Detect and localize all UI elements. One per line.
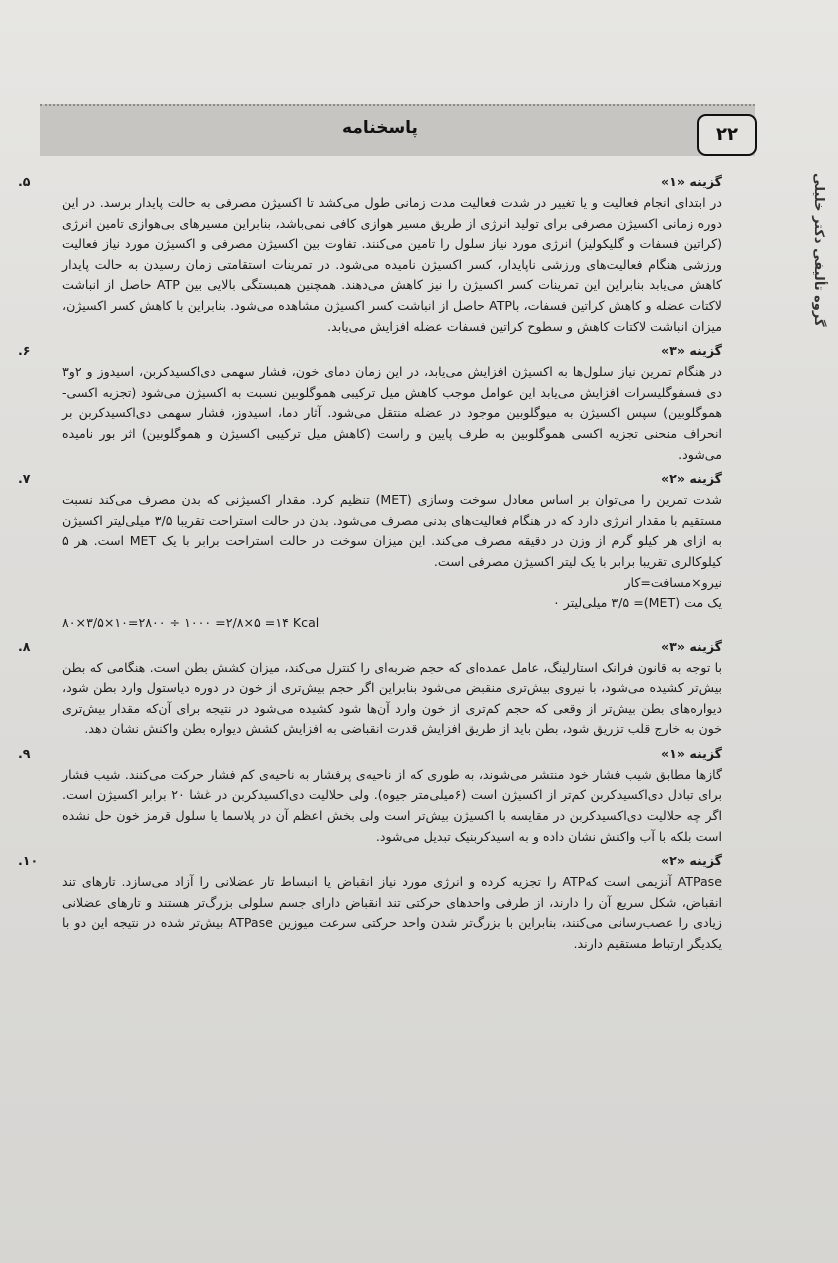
question-5	[18, 172, 722, 337]
question-number: .۹	[18, 745, 31, 761]
answer-explanation: ATPase آنزیمی است کهATP را تجزیه کرده و انرژی مورد نیاز انقباض یا انبساط تار عضلانی را آزاد می‌سازد. تارهای تند انقباض، شکل سریع آن را دارند، از طرفی واحدهای حرکتی تند انقباض دارای جسم سلولی بزرگ‌تر هستند و تارهای عضلانی زیادی را عصب‌رسانی می‌کنند، بنابراین با بزرگ‌تر شدن واحد حرکتی سرعت میوزین ATPase بیش‌تر شده در نتیجه این دو با یکدیگر ارتباط مستقیم دارند.	[62, 874, 723, 952]
question-9	[18, 744, 723, 847]
question-header	[18, 744, 722, 765]
answer-explanation: در ابتدای انجام فعالیت و یا تغییر در شدت فعالیت مدت زمانی طول می‌کشد تا اکسیژن مصرفی به حالت پایدار برسد. در این دوره زمانی اکسیژن مصرفی برای تولید انرژی از طریق مسیر هوازی کافی نمی‌باشد، بنابراین مسیرهای بی‌هوازی تامین انرژی (کراتین فسفات و گلیکولیز) انرژی مورد نیاز سلول را تامین می‌کنند. تفاوت بین اکسیژن مصرفی و اکسیژن مورد نیاز فعالیت ورزشی هنگام فعالیت‌های ورزشی ناپایدار، کسر اکسیژن نامیده می‌شود. در تمرینات استقامتی زمان رسیدن به حالت پایدار کاهش می‌یابد بنابراین این تمرینات کسر اکسیژن را نیز کاهش می‌دهند. همچنین همبستگی بالایی بین ATP حاصل از انباشت لاکتات عضله و کاهش کراتین فسفات، باATP حاصل از انباشت کسر اکسیژن مشاهده می‌شود. بنابراین با کاهش کسر اکسیژن، میزان انباشت لاکتات کاهش و سطوح کراتین فسفات عضله افزایش می‌یابد.	[62, 195, 722, 334]
question-7	[18, 469, 722, 632]
formula-kcal: ۸۰×۳/۵×۱۰=۲۸۰۰ ÷ ۱۰۰۰ =۲/۸×۵ =۱۴ Kcal	[62, 614, 320, 630]
answer-option: گزینه «۳»	[660, 638, 722, 654]
answer-explanation: گازها مطابق شیب فشار خود منتشر می‌شوند، به طوری که از ناحیه‌ی پرفشار به ناحیه‌ی کم فشار حرکت می‌کنند. شیب فشار برای تبادل دی‌اکسیدکربن کم‌تر از اکسیژن است (۶میلی‌متر جیوه). ولی حلالیت دی‌اکسیدکربن در غشا ۲۰ برابر اکسیژن است. اگر چه حلالیت دی‌اکسیدکربن در مقایسه با اکسیژن بیش‌تر است ولی بخش اعظم آن در پلاسما یا سلول قرمز خون حل نشده است بلکه با آب واکنش نشان داده و به اسیدکربنیک تبدیل می‌شود.	[62, 766, 723, 844]
question-8	[18, 637, 722, 740]
question-number: .۶	[18, 343, 31, 359]
formula-met: یک مت (MET)= ۳/۵ میلی‌لیتر ۰	[553, 594, 722, 610]
question-header	[18, 851, 722, 872]
side-tab-label: گروه تألیفی دکتر خلیلی	[811, 173, 826, 327]
question-number: .۸	[18, 638, 31, 654]
answer-option: گزینه «۲»	[660, 471, 722, 487]
question-10	[18, 851, 723, 954]
question-header	[18, 172, 722, 193]
answer-option: گزینه «۲»	[660, 853, 722, 869]
answer-explanation: با توجه به قانون فرانک استارلینگ، عامل عمده‌ای که حجم ضربه‌ای را کنترل می‌کند، میزان کشش بطن است. هنگامی که بطن بیش‌تر کشیده می‌شود، با نیروی بیش‌تری منقبض می‌شود بنابراین اگر حجم بیش‌تری از خون در دوره دیاستول وارد بطن شود، دیواره‌های بطن بیش‌تر از وقعی که حجم کم‌تری از خون وارد آن‌ها شود کشیده می‌شود در نتیجه برای آن‌که مقدار بیش‌تری خون به خارج قلب تزریق شود، بطن باید از طریق افزایش قدرت انقباضی به افزایش کشش دیواره بطن واکنش نشان دهد.	[62, 659, 722, 737]
question-number: .۱۰	[18, 853, 39, 869]
page-number-badge: ۲۲	[697, 114, 757, 156]
question-header	[18, 469, 722, 490]
answer-option: گزینه «۱»	[660, 745, 722, 761]
answer-explanation: در هنگام تمرین نیاز سلول‌ها به اکسیژن افزایش می‌یابد، در این زمان دمای خون، فشار سهمی دی‌اکسیدکربن، اسیدوز و ۲و۳ دی فسفوگلیسرات افزایش می‌یابد این عوامل موجب کاهش میل ترکیبی هموگلوبین نسبت به اکسیژن می‌شود (تجزیه اکسی- هموگلوبین) سپس اکسیژن به میوگلوبین موجود در عضله منتقل می‌شود. آثار دما، اسیدوز، فشار سهمی دی‌اکسیدکربن بر انحراف منحنی تجزیه اکسی هموگلوبین به طرف پایین و راست (کاهش میل ترکیبی اکسیژن و هموگلوبین) اثر بور نامیده می‌شود.	[62, 364, 722, 462]
answer-key-content	[18, 172, 723, 959]
question-header	[18, 637, 722, 658]
question-number: .۵	[18, 174, 31, 189]
answer-option: گزینه «۱»	[660, 174, 722, 189]
answer-explanation: شدت تمرین را می‌توان بر اساس معادل سوخت وسازی (MET) تنظیم کرد. مقدار اکسیژنی که بدن مصرف می‌کند نسبت مستقیم با مقدار انرژی دارد که در هنگام فعالیت‌های بدنی مصرف می‌شود. بدن در حالت استراحت تقریبا ۳/۵ میلی‌لیتر اکسیژن به ازای هر کیلو گرم از وزن در دقیقه مصرف می‌کند. این میزان سوخت در حالت استراحت برابر با یک MET است. هر ۵ کیلوکالری تقریبا برابر با یک لیتر اکسیژن مصرفی است.	[62, 492, 722, 569]
answer-option: گزینه «۳»	[660, 343, 722, 359]
question-header	[18, 341, 722, 362]
page-title: پاسخنامه	[342, 118, 418, 138]
formula-work: نیرو×مسافت=کار	[624, 574, 722, 590]
question-6	[18, 341, 722, 465]
question-number: .۷	[18, 471, 31, 487]
